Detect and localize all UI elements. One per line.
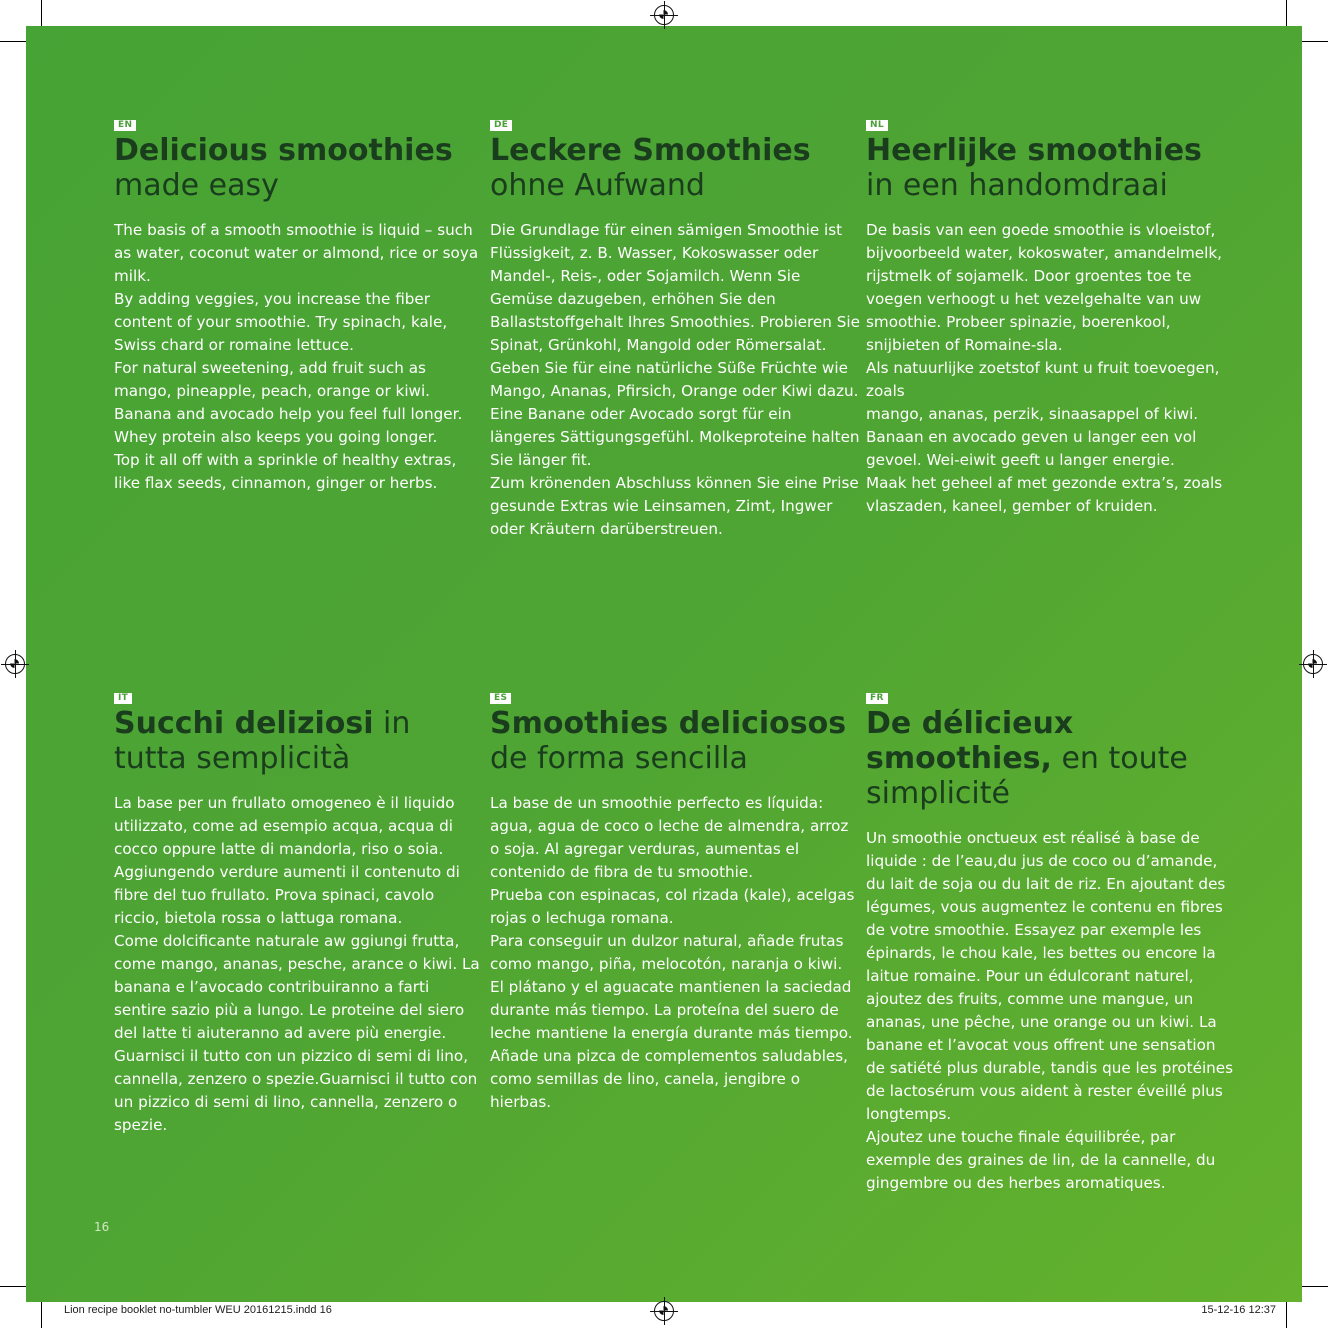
crop-mark: [1302, 41, 1328, 42]
paragraph: By adding veggies, you increase the fiber content of your smoothie. Try spinach, kale, Swiss chard or romaine lettuce.: [114, 290, 448, 354]
page-number: 16: [94, 1220, 110, 1234]
title-bold: Heerlijke smoothies: [866, 133, 1202, 168]
section-body: [866, 827, 1236, 1195]
section-title: [866, 706, 1236, 811]
crop-mark: [1286, 0, 1287, 26]
slug-timestamp: 15-12-16 12:37: [1201, 1304, 1276, 1316]
crop-mark: [1302, 1286, 1328, 1287]
paragraph: Un smoothie onctueux est réalisé à base de liquide : de l’eau,du jus de coco ou d’amande, du lait de soja ou du lait de riz. En ajoutant des légumes, vous augmentez le contenu en fibres de votre smoothie. Essayez par exemple les épinards, le chou kale, les bettes ou encore la laitue romaine. Pour un édulcorant naturel, ajoutez des fruits, comme une mangue, un ananas, une pêche, une orange ou un kiwi. La banane et l’avocat vous offrent une sensation de satiété plus durable, tandis que les protéines de lactosérum vous aident à rester éveillé plus longtemps.: [866, 829, 1234, 1123]
crop-mark: [41, 0, 42, 26]
paragraph: De basis van een goede smoothie is vloeistof, bijvoorbeeld water, kokoswater, amandelmelk, rijstmelk of sojamelk. Door groentes toe te voegen verhoogt u het vezelgehalte van uw smoothie. Probeer spinazie, boerenkool, snijbieten of Romaine-sla.: [866, 221, 1222, 354]
title-light: in een handomdraai: [866, 168, 1168, 203]
crop-mark: [0, 1286, 26, 1287]
title-bold: De délicieux smoothies,: [866, 706, 1074, 776]
section-fr: [866, 685, 1236, 1195]
slug-filename: Lion recipe booklet no-tumbler WEU 20161215.indd 16: [64, 1304, 332, 1316]
title-bold: Smoothies deliciosos: [490, 706, 847, 741]
paragraph: For natural sweetening, add fruit such as mango, pineapple, peach, orange or kiwi. Banana and avocado help you feel full longer. Whey protein also keeps you going longer.: [114, 359, 463, 446]
section-es: [490, 685, 860, 1114]
paragraph: Para conseguir un dulzor natural, añade frutas como mango, piña, melocotón, naranja o kiwi. El plátano y el aguacate mantienen la saciedad durante más tiempo. La proteína del suero de leche mantiene la energía durante más tiempo. Añade una pizca de complementos saludables, como semillas de lino, canela, jengibre o hierbas.: [490, 932, 853, 1111]
paragraph: Als natuurlijke zoetstof kunt u fruit toevoegen, zoals: [866, 359, 1220, 400]
crop-mark: [0, 41, 26, 42]
paragraph: La base per un frullato omogeneo è il liquido utilizzato, come ad esempio acqua, acqua di cocco oppure latte di mandorla, riso o soia. Aggiungendo verdure aumenti il contenuto di fibre del tuo frullato. Prova spinaci, cavolo riccio, bietola rossa o lattuga romana.: [114, 794, 460, 927]
title-light: en toute simplicité: [866, 741, 1188, 811]
section-en: [114, 112, 484, 495]
paragraph: Ajoutez une touche finale équilibrée, par exemple des graines de lin, de la cannelle, du gingembre ou des herbes aromatiques.: [866, 1128, 1216, 1192]
paragraph: mango, ananas, perzik, sinaasappel of kiwi. Banaan en avocado geven u langer een vol gevoel. Wei-eiwit geeft u langer energie.: [866, 405, 1199, 469]
paragraph: Die Grundlage für einen sämigen Smoothie ist Flüssigkeit, z. B. Wasser, Kokoswasser oder Mandel-, Reis-, oder Sojamilch. Wenn Sie Gemüse dazugeben, erhöhen Sie den Ballaststoffgehalt Ihres Smoothies. Probieren Sie Spinat, Grünkohl, Mangold oder Römersalat.: [490, 221, 860, 354]
section-title: [490, 133, 860, 203]
paragraph: Maak het geheel af met gezonde extra’s, zoals vlaszaden, kaneel, gember of kruiden.: [866, 474, 1223, 515]
paragraph: The basis of a smooth smoothie is liquid – such as water, coconut water or almond, rice or soya milk.: [114, 221, 479, 285]
paragraph: Prueba con espinacas, col rizada (kale), acelgas rojas o lechuga romana.: [490, 886, 855, 927]
section-title: [866, 133, 1236, 203]
paragraph: Top it all off with a sprinkle of healthy extras, like flax seeds, cinnamon, ginger or herbs.: [114, 451, 457, 492]
section-body: [114, 219, 484, 495]
section-body: [490, 219, 860, 541]
registration-mark-icon: [654, 5, 674, 25]
paragraph: Come dolcificante naturale aw ggiungi frutta, come mango, ananas, pesche, arance o kiwi. La banana e l’avocado contribuiranno a farti sentire sazio più a lungo. Le proteine del siero del latte ti aiuteranno ad avere più energie. Guarnisci il tutto con un pizzico di semi di lino, cannella, zenzero o spezie.Guarnisci il tutto con un pizzico di semi di lino, cannella, zenzero o spezie.: [114, 932, 480, 1134]
title-light: in tutta semplicità: [114, 706, 411, 776]
section-body: [490, 792, 860, 1114]
section-title: [114, 706, 484, 776]
section-body: [866, 219, 1236, 518]
section-de: [490, 112, 860, 541]
language-tag: EN: [114, 120, 136, 131]
section-title: [490, 706, 860, 776]
language-tag: NL: [866, 120, 888, 131]
language-tag: FR: [866, 693, 888, 704]
paragraph: La base de un smoothie perfecto es líquida: agua, agua de coco o leche de almendra, arroz o soja. Al agregar verduras, aumentas el contenido de fibra de tu smoothie.: [490, 794, 849, 881]
section-nl: [866, 112, 1236, 518]
paragraph: Zum krönenden Abschluss können Sie eine Prise gesunde Extras wie Leinsamen, Zimt, Ingwer oder Kräutern darüberstreuen.: [490, 474, 859, 538]
language-tag: DE: [490, 120, 512, 131]
title-bold: Leckere Smoothies: [490, 133, 811, 168]
section-it: [114, 685, 484, 1137]
title-light: ohne Aufwand: [490, 168, 705, 203]
title-light: de forma sencilla: [490, 741, 748, 776]
crop-mark: [1286, 1302, 1287, 1328]
registration-mark-icon: [654, 1301, 674, 1321]
section-title: [114, 133, 484, 203]
registration-mark-icon: [5, 654, 25, 674]
paragraph: Geben Sie für eine natürliche Süße Früchte wie Mango, Ananas, Pfirsich, Orange oder Kiwi dazu. Eine Banane oder Avocado sorgt für ein längeres Sättigungsgefühl. Molkeproteine halten Sie länger fit.: [490, 359, 860, 469]
title-bold: Succhi deliziosi: [114, 706, 374, 741]
crop-mark: [41, 1302, 42, 1328]
registration-mark-icon: [1303, 654, 1323, 674]
language-tag: IT: [114, 693, 132, 704]
language-tag: ES: [490, 693, 511, 704]
title-bold: Delicious smoothies: [114, 133, 453, 168]
section-body: [114, 792, 484, 1137]
title-light: made easy: [114, 168, 279, 203]
